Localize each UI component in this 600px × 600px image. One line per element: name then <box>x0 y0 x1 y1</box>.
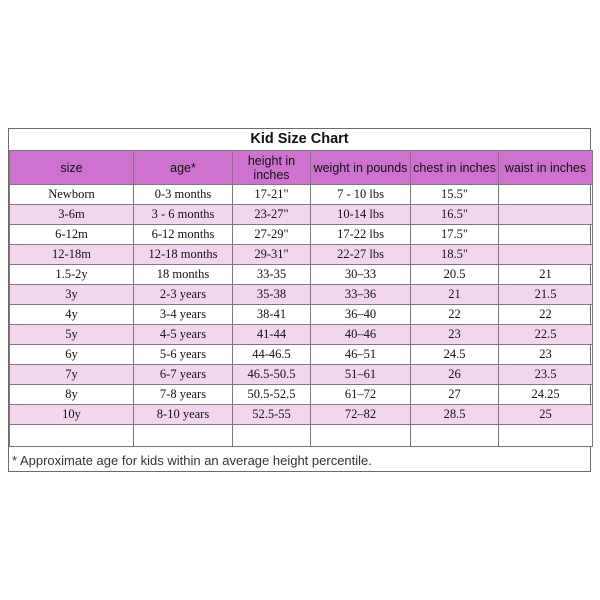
cell-chest: 28.5 <box>411 405 499 425</box>
cell-weight: 72–82 <box>311 405 411 425</box>
cell-weight: 30–33 <box>311 265 411 285</box>
table-row <box>10 365 593 385</box>
cell-height: 33-35 <box>233 265 311 285</box>
cell-size: 6-12m <box>10 225 134 245</box>
cell-age: 5-6 years <box>134 345 233 365</box>
cell-height: 46.5-50.5 <box>233 365 311 385</box>
cell-weight: 61–72 <box>311 385 411 405</box>
cell-weight: 33–36 <box>311 285 411 305</box>
empty-cell <box>134 425 233 447</box>
cell-waist <box>499 185 593 205</box>
cell-size: Newborn <box>10 185 134 205</box>
header-age: age* <box>134 151 233 185</box>
cell-waist <box>499 245 593 265</box>
cell-chest: 20.5 <box>411 265 499 285</box>
chart-title: Kid Size Chart <box>250 131 349 147</box>
cell-chest: 17.5" <box>411 225 499 245</box>
empty-cell <box>311 425 411 447</box>
header-height: height in inches <box>233 151 311 185</box>
cell-age: 7-8 years <box>134 385 233 405</box>
cell-waist: 24.25 <box>499 385 593 405</box>
cell-age: 4-5 years <box>134 325 233 345</box>
cell-chest: 23 <box>411 325 499 345</box>
header-chest: chest in inches <box>411 151 499 185</box>
table-row <box>10 325 593 345</box>
cell-size: 8y <box>10 385 134 405</box>
table-row <box>10 205 593 225</box>
header-size: size <box>10 151 134 185</box>
cell-chest: 16.5" <box>411 205 499 225</box>
cell-waist: 22.5 <box>499 325 593 345</box>
cell-weight: 40–46 <box>311 325 411 345</box>
cell-waist: 23 <box>499 345 593 365</box>
cell-size: 4y <box>10 305 134 325</box>
size-chart <box>8 128 591 472</box>
cell-height: 35-38 <box>233 285 311 305</box>
cell-chest: 18.5" <box>411 245 499 265</box>
cell-age: 3-4 years <box>134 305 233 325</box>
cell-size: 3y <box>10 285 134 305</box>
cell-chest: 27 <box>411 385 499 405</box>
cell-chest: 15.5" <box>411 185 499 205</box>
cell-height: 41-44 <box>233 325 311 345</box>
empty-cell <box>411 425 499 447</box>
cell-waist: 23.5 <box>499 365 593 385</box>
cell-age: 12-18 months <box>134 245 233 265</box>
cell-age: 18 months <box>134 265 233 285</box>
cell-waist <box>499 225 593 245</box>
table-row <box>10 225 593 245</box>
cell-age: 0-3 months <box>134 185 233 205</box>
cell-age: 6-7 years <box>134 365 233 385</box>
header-weight: weight in pounds <box>311 151 411 185</box>
cell-weight: 17-22 lbs <box>311 225 411 245</box>
cell-height: 44-46.5 <box>233 345 311 365</box>
table-row <box>10 345 593 365</box>
cell-age: 3 - 6 months <box>134 205 233 225</box>
cell-weight: 36–40 <box>311 305 411 325</box>
cell-weight: 7 - 10 lbs <box>311 185 411 205</box>
cell-height: 23-27" <box>233 205 311 225</box>
cell-age: 8-10 years <box>134 405 233 425</box>
cell-weight: 22-27 lbs <box>311 245 411 265</box>
cell-height: 38-41 <box>233 305 311 325</box>
cell-size: 7y <box>10 365 134 385</box>
size-table <box>9 150 593 447</box>
empty-row <box>10 425 593 447</box>
cell-age: 6-12 months <box>134 225 233 245</box>
cell-chest: 26 <box>411 365 499 385</box>
cell-weight: 10-14 lbs <box>311 205 411 225</box>
table-row <box>10 265 593 285</box>
table-row <box>10 245 593 265</box>
cell-height: 29-31" <box>233 245 311 265</box>
cell-size: 5y <box>10 325 134 345</box>
cell-chest: 21 <box>411 285 499 305</box>
cell-size: 3-6m <box>10 205 134 225</box>
footnote: * Approximate age for kids within an average height percentile. <box>12 453 372 468</box>
table-row <box>10 185 593 205</box>
table-row <box>10 285 593 305</box>
cell-height: 52.5-55 <box>233 405 311 425</box>
cell-age: 2-3 years <box>134 285 233 305</box>
cell-waist: 21.5 <box>499 285 593 305</box>
cell-weight: 51–61 <box>311 365 411 385</box>
cell-waist: 22 <box>499 305 593 325</box>
cell-size: 10y <box>10 405 134 425</box>
cell-size: 12-18m <box>10 245 134 265</box>
empty-cell <box>499 425 593 447</box>
empty-cell <box>10 425 134 447</box>
header-row <box>10 151 593 185</box>
table-row <box>10 385 593 405</box>
cell-waist: 21 <box>499 265 593 285</box>
cell-height: 27-29" <box>233 225 311 245</box>
cell-waist: 25 <box>499 405 593 425</box>
header-waist: waist in inches <box>499 151 593 185</box>
cell-height: 17-21" <box>233 185 311 205</box>
cell-chest: 22 <box>411 305 499 325</box>
cell-size: 1.5-2y <box>10 265 134 285</box>
cell-size: 6y <box>10 345 134 365</box>
cell-waist <box>499 205 593 225</box>
table-row <box>10 405 593 425</box>
cell-chest: 24.5 <box>411 345 499 365</box>
cell-height: 50.5-52.5 <box>233 385 311 405</box>
empty-cell <box>233 425 311 447</box>
table-row <box>10 305 593 325</box>
cell-weight: 46–51 <box>311 345 411 365</box>
